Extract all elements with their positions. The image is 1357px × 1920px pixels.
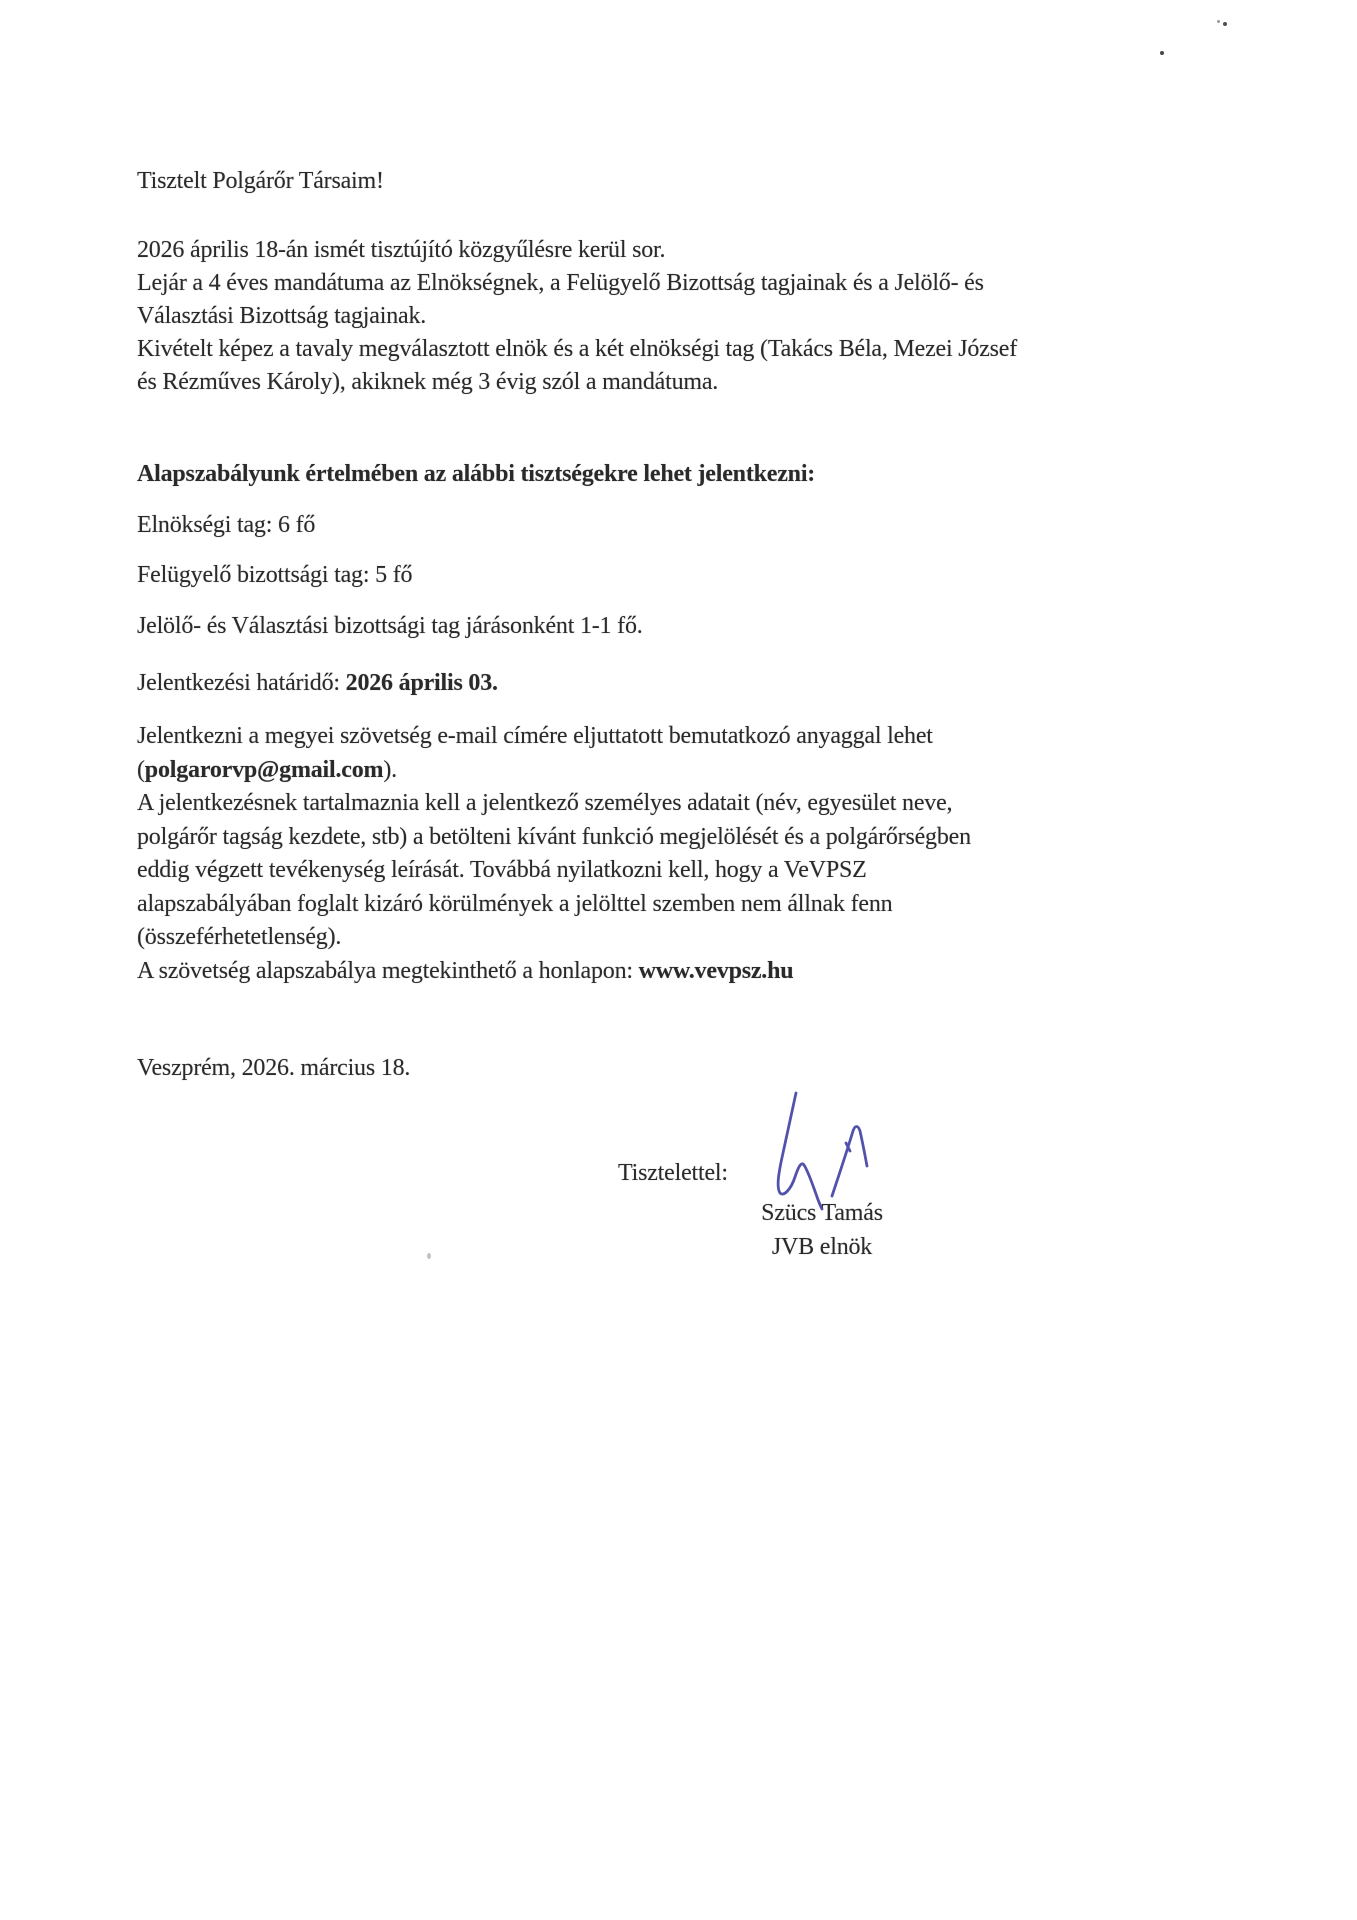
signature-block	[752, 1196, 892, 1264]
text-line: (polgarorvp@gmail.com).	[137, 756, 397, 783]
text-line: Választási Bizottság tagjainak.	[137, 303, 427, 329]
text-line: alapszabályában foglalt kizáró körülmények a jelölttel szemben nem állnak fenn	[137, 890, 893, 917]
text-line: Jelentkezni a megyei szövetség e-mail címére eljuttatott bemutatkozó anyaggal lehet	[137, 723, 933, 749]
text-line: Kivételt képez a tavaly megválasztott elnök és a két elnökségi tag (Takács Béla, Mezei József	[137, 336, 1018, 362]
scan-speck	[1160, 51, 1164, 55]
scan-speck	[427, 1253, 431, 1259]
position-item-supervisory: Felügyelő bizottsági tag: 5 fő	[137, 562, 413, 588]
valediction: Tisztelettel:	[618, 1160, 728, 1186]
signer-title: JVB elnök	[771, 1234, 873, 1260]
paragraph-mandate	[137, 234, 1017, 399]
text-line: Jelentkezési határidő: 2026 április 03.	[137, 670, 498, 696]
deadline-line	[137, 667, 498, 700]
salutation: Tisztelt Polgárőr Társaim!	[137, 168, 384, 194]
text-line: és Rézműves Károly), akiknek még 3 évig szól a mandátuma.	[137, 369, 719, 395]
signer-name: Szücs Tamás	[761, 1200, 883, 1226]
text-line: 2026 április 18-án ismét tisztújító közgyűlésre kerül sor.	[137, 237, 666, 263]
text-line: eddig végzett tevékenység leírását. Továbbá nyilatkozni kell, hogy a VeVPSZ	[137, 857, 867, 883]
positions-heading: Alapszabályunk értelmében az alábbi tisztségekre lehet jelentkezni:	[137, 461, 816, 487]
text-line: (összeférhetetlenség).	[137, 924, 342, 950]
dateline: Veszprém, 2026. március 18.	[137, 1055, 411, 1081]
text-line: A szövetség alapszabálya megtekinthető a honlapon: www.vevpsz.hu	[137, 957, 794, 984]
text-line: polgárőr tagság kezdete, stb) a betölteni kívánt funkció megjelölését és a polgárőrségben	[137, 823, 971, 850]
position-item-board: Elnökségi tag: 6 fő	[137, 512, 316, 538]
scan-speck	[1223, 22, 1227, 26]
text-line: A jelentkezésnek tartalmaznia kell a jelentkező személyes adatait (név, egyesület neve,	[137, 790, 953, 816]
text-line: Lejár a 4 éves mandátuma az Elnökségnek, a Felügyelő Bizottság tagjainak és a Jelölő- és	[137, 270, 984, 296]
position-item-nominating: Jelölő- és Választási bizottsági tag járásonként 1-1 fő.	[137, 613, 643, 639]
scan-speck	[1217, 20, 1220, 23]
paragraph-application	[137, 720, 971, 988]
